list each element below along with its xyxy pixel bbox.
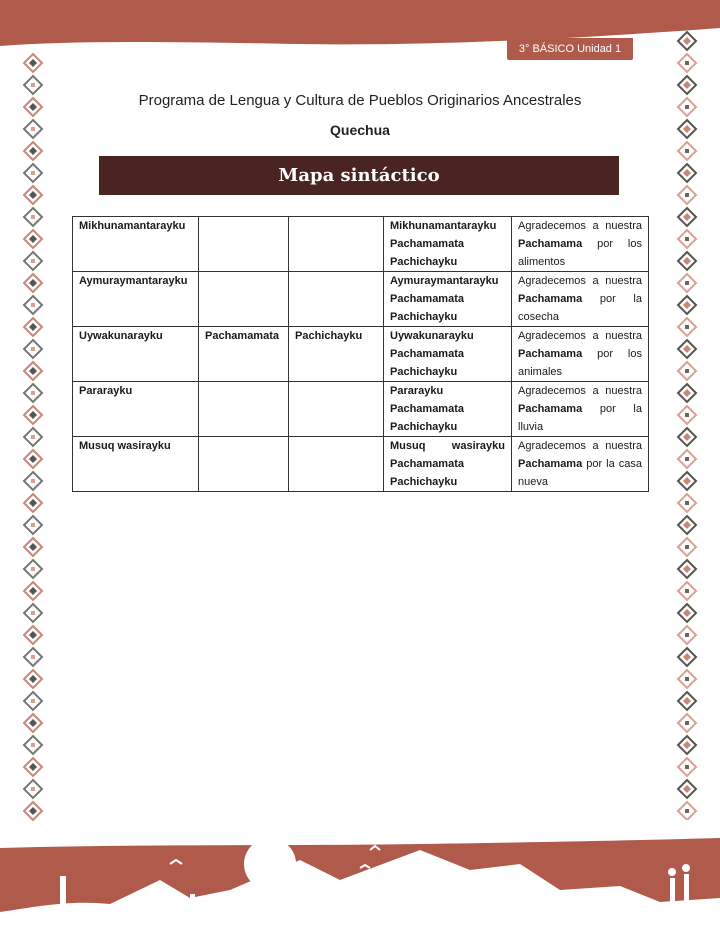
sentence-word: Pachamamata xyxy=(390,293,464,305)
translation-line xyxy=(518,235,642,253)
sentence-word: Pachichayku xyxy=(390,421,458,433)
section-banner: Mapa sintáctico xyxy=(99,156,619,195)
cell-spanish-translation xyxy=(512,327,649,382)
translation-line: Agradecemos a nuestra xyxy=(518,220,642,232)
sentence-word: Pachamamata xyxy=(390,458,464,470)
cell-c1: Musuq wasirayku xyxy=(73,437,199,492)
cell-c3 xyxy=(289,382,384,437)
cell-c3: Pachichayku xyxy=(289,327,384,382)
translation-rest: por los xyxy=(597,238,642,250)
translation-line: alimentos xyxy=(518,256,566,268)
sentence-word: Pachichayku xyxy=(390,366,458,378)
cell-quechua-sentence xyxy=(384,272,512,327)
cell-c1: Mikhunamantarayku xyxy=(73,217,199,272)
cell-c3 xyxy=(289,272,384,327)
translation-line: lluvia xyxy=(518,421,544,433)
translation-rest: por la xyxy=(599,403,642,415)
cell-quechua-sentence xyxy=(384,437,512,492)
left-ethnic-border xyxy=(22,52,44,822)
cell-quechua-sentence xyxy=(384,217,512,272)
cell-c3 xyxy=(289,437,384,492)
translation-rest: por la xyxy=(599,293,642,305)
cell-c2 xyxy=(199,217,289,272)
sentence-word: Pachamamata xyxy=(390,348,464,360)
sentence-word: Pachamamata xyxy=(390,238,464,250)
sentence-word: Pachichayku xyxy=(390,311,458,323)
unit-badge: 3° BÁSICO Unidad 1 xyxy=(507,38,633,60)
table-row xyxy=(73,272,649,327)
pachamama-word: Pachamama xyxy=(518,403,583,415)
cell-c2 xyxy=(199,437,289,492)
table-row xyxy=(73,327,649,382)
cell-spanish-translation xyxy=(512,217,649,272)
cell-quechua-sentence xyxy=(384,382,512,437)
cell-quechua-sentence xyxy=(384,327,512,382)
cell-c2 xyxy=(199,382,289,437)
table-row xyxy=(73,382,649,437)
translation-line: nueva xyxy=(518,476,548,488)
translation-line: cosecha xyxy=(518,311,559,323)
language-title: Quechua xyxy=(330,122,390,138)
translation-line xyxy=(518,290,642,308)
cell-spanish-translation xyxy=(512,437,649,492)
right-ethnic-border xyxy=(676,30,698,820)
cell-c1: Aymuraymantarayku xyxy=(73,272,199,327)
translation-line: Agradecemos a nuestra xyxy=(518,440,642,452)
table-row xyxy=(73,437,649,492)
translation-rest: por los xyxy=(597,348,642,360)
translation-line: Agradecemos a nuestra xyxy=(518,330,642,342)
cell-c2: Pachamamata xyxy=(199,327,289,382)
sentence-word: Mikhunamantarayku xyxy=(390,220,497,232)
sentence-word: Uywakunarayku xyxy=(390,330,474,342)
sentence-word: Pachamamata xyxy=(390,403,464,415)
translation-line xyxy=(518,455,642,473)
sentence-word: Musuq wasirayku xyxy=(390,440,505,452)
cell-c1: Uywakunarayku xyxy=(73,327,199,382)
translation-line: Agradecemos a nuestra xyxy=(518,275,642,287)
translation-line xyxy=(518,345,642,363)
translation-rest: por la casa xyxy=(586,458,642,470)
translation-line: animales xyxy=(518,366,563,378)
cell-c1: Pararayku xyxy=(73,382,199,437)
translation-line xyxy=(518,400,642,418)
cell-c3 xyxy=(289,217,384,272)
cell-spanish-translation xyxy=(512,382,649,437)
sentence-word: Pachichayku xyxy=(390,256,458,268)
program-title: Programa de Lengua y Cultura de Pueblos Originarios Ancestrales xyxy=(138,92,582,109)
translation-line: Agradecemos a nuestra xyxy=(518,385,642,397)
pachamama-word: Pachamama xyxy=(518,293,583,305)
cell-spanish-translation xyxy=(512,272,649,327)
syntactic-map-table xyxy=(72,216,649,492)
sentence-word: Aymuraymantarayku xyxy=(390,275,499,287)
bottom-landscape-illustration xyxy=(0,820,720,932)
pachamama-word: Pachamama xyxy=(518,458,583,470)
sentence-word: Pararayku xyxy=(390,385,444,397)
sentence-word: Pachichayku xyxy=(390,476,458,488)
cell-c2 xyxy=(199,272,289,327)
pachamama-word: Pachamama xyxy=(518,238,583,250)
pachamama-word: Pachamama xyxy=(518,348,583,360)
table-row xyxy=(73,217,649,272)
